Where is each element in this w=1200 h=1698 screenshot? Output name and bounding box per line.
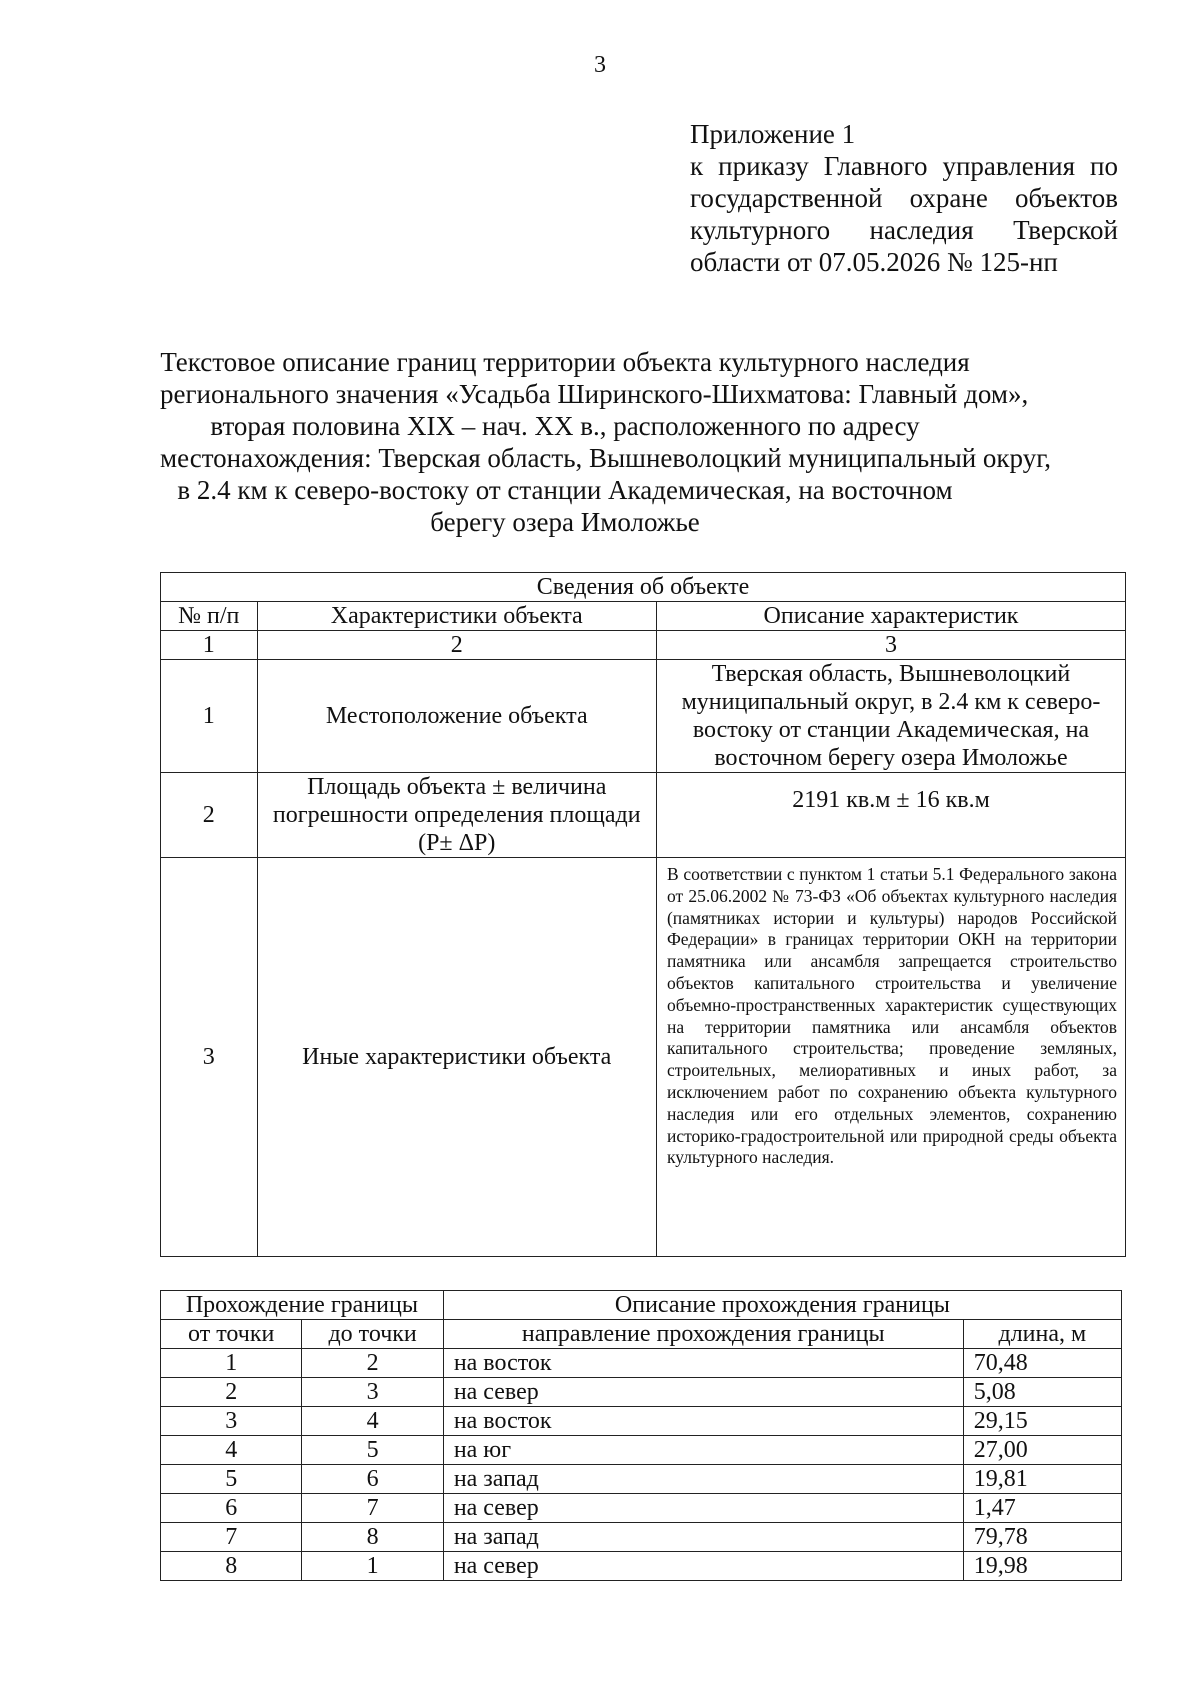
row-description: 2191 кв.м ± 16 кв.м	[656, 773, 1125, 858]
length-cell: 1,47	[963, 1494, 1121, 1523]
direction-cell: на запад	[443, 1523, 963, 1552]
table-row	[161, 660, 1126, 773]
from-point-cell: 3	[161, 1407, 302, 1436]
table-row	[161, 1436, 1122, 1465]
from-point-cell: 7	[161, 1523, 302, 1552]
row-description-legal-text: В соответствии с пунктом 1 статьи 5.1 Федерального закона от 25.06.2002 № 73-ФЗ «Об объектах культурного наследия (памятниках истории и культуры) народов Российской Федерации» в границах территории ОКН на территории памятника или ансамбля запрещается строительство объектов капитального строительства и увеличение объемно-пространственных характеристик существующих на территории памятника или ансамбля объектов капитального строительства; проведение земляных, строительных, мелиоративных и иных работ, за исключением работ по сохранению объекта культурного наследия или его отдельных элементов, сохранению историко-градостроительной или природной среды объекта культурного наследия.	[656, 858, 1125, 1257]
to-point-cell: 5	[302, 1436, 443, 1465]
column-header-boundary-description: Описание прохождения границы	[443, 1291, 1121, 1320]
table-row	[161, 1349, 1122, 1378]
direction-cell: на восток	[443, 1349, 963, 1378]
title-line: в 2.4 км к северо-востоку от станции Академическая, на восточном	[177, 475, 953, 505]
table-row	[161, 773, 1126, 858]
table-caption-row	[161, 573, 1126, 602]
column-header-characteristics: Характеристики объекта	[257, 602, 656, 631]
to-point-cell: 1	[302, 1552, 443, 1581]
column-header-from-point: от точки	[161, 1320, 302, 1349]
table-row	[161, 1552, 1122, 1581]
description-line: восточном берегу озера Имоложье	[714, 745, 1068, 771]
length-cell: 27,00	[963, 1436, 1121, 1465]
row-characteristic	[257, 773, 656, 858]
description-line: муниципальный округ, в 2.4 км к северо-	[681, 689, 1101, 715]
direction-cell: на юг	[443, 1436, 963, 1465]
row-number: 3	[161, 858, 258, 1257]
row-number: 1	[161, 660, 258, 773]
row-number: 2	[161, 773, 258, 858]
table-row	[161, 1378, 1122, 1407]
document-title	[160, 346, 1051, 538]
direction-cell: на запад	[443, 1465, 963, 1494]
from-point-cell: 5	[161, 1465, 302, 1494]
row-characteristic: Иные характеристики объекта	[257, 858, 656, 1257]
from-point-cell: 1	[161, 1349, 302, 1378]
table-caption: Сведения об объекте	[161, 573, 1126, 602]
appendix-line: к приказу Главного управления по	[690, 151, 1118, 181]
to-point-cell: 8	[302, 1523, 443, 1552]
boundary-route-table	[160, 1290, 1122, 1581]
title-line: Текстовое описание границ территории объекта культурного наследия	[160, 347, 970, 377]
description-line: Тверская область, Вышневолоцкий	[711, 661, 1071, 687]
column-header-boundary-passage: Прохождение границы	[161, 1291, 444, 1320]
table-subheader-row	[161, 1320, 1122, 1349]
column-numbering-row	[161, 631, 1126, 660]
appendix-line: культурного наследия Тверской	[690, 215, 1118, 245]
from-point-cell: 2	[161, 1378, 302, 1407]
column-header-number: № п/п	[161, 602, 258, 631]
characteristic-line: погрешности определения площади	[272, 802, 641, 828]
to-point-cell: 4	[302, 1407, 443, 1436]
column-number: 1	[161, 631, 258, 660]
characteristic-line: Площадь объекта ± величина	[307, 774, 607, 800]
title-line: регионального значения «Усадьба Ширинского-Шихматова: Главный дом»,	[160, 379, 1029, 409]
table-row	[161, 858, 1126, 1257]
table-row	[161, 1465, 1122, 1494]
appendix-line: государственной охране объектов	[690, 183, 1118, 213]
length-cell: 79,78	[963, 1523, 1121, 1552]
title-line: вторая половина XIX – нач. XX в., расположенного по адресу	[210, 411, 920, 441]
from-point-cell: 4	[161, 1436, 302, 1465]
table-row	[161, 1523, 1122, 1552]
length-cell: 5,08	[963, 1378, 1121, 1407]
page-number: 3	[594, 52, 606, 78]
column-number: 2	[257, 631, 656, 660]
appendix-title: Приложение 1	[690, 119, 856, 149]
to-point-cell: 7	[302, 1494, 443, 1523]
appendix-block	[690, 118, 1118, 278]
column-header-direction: направление прохождения границы	[443, 1320, 963, 1349]
appendix-line: области от 07.05.2026 № 125-нп	[690, 247, 1058, 277]
characteristic-line: (P± ΔP)	[418, 830, 496, 856]
row-description	[656, 660, 1125, 773]
table-row	[161, 1494, 1122, 1523]
length-cell: 29,15	[963, 1407, 1121, 1436]
direction-cell: на север	[443, 1494, 963, 1523]
to-point-cell: 2	[302, 1349, 443, 1378]
column-number: 3	[656, 631, 1125, 660]
to-point-cell: 6	[302, 1465, 443, 1494]
direction-cell: на восток	[443, 1407, 963, 1436]
direction-cell: на север	[443, 1552, 963, 1581]
row-characteristic: Местоположение объекта	[257, 660, 656, 773]
column-header-length: длина, м	[963, 1320, 1121, 1349]
table-header-row	[161, 602, 1126, 631]
description-line: востоку от станции Академическая, на	[692, 717, 1090, 743]
object-info-table	[160, 572, 1126, 1257]
title-line: местонахождения: Тверская область, Вышневолоцкий муниципальный округ,	[160, 443, 1051, 473]
from-point-cell: 6	[161, 1494, 302, 1523]
column-header-to-point: до точки	[302, 1320, 443, 1349]
table-header-row	[161, 1291, 1122, 1320]
column-header-description: Описание характеристик	[656, 602, 1125, 631]
length-cell: 70,48	[963, 1349, 1121, 1378]
length-cell: 19,98	[963, 1552, 1121, 1581]
direction-cell: на север	[443, 1378, 963, 1407]
to-point-cell: 3	[302, 1378, 443, 1407]
from-point-cell: 8	[161, 1552, 302, 1581]
length-cell: 19,81	[963, 1465, 1121, 1494]
title-line: берегу озера Имоложье	[430, 507, 700, 537]
table-row	[161, 1407, 1122, 1436]
